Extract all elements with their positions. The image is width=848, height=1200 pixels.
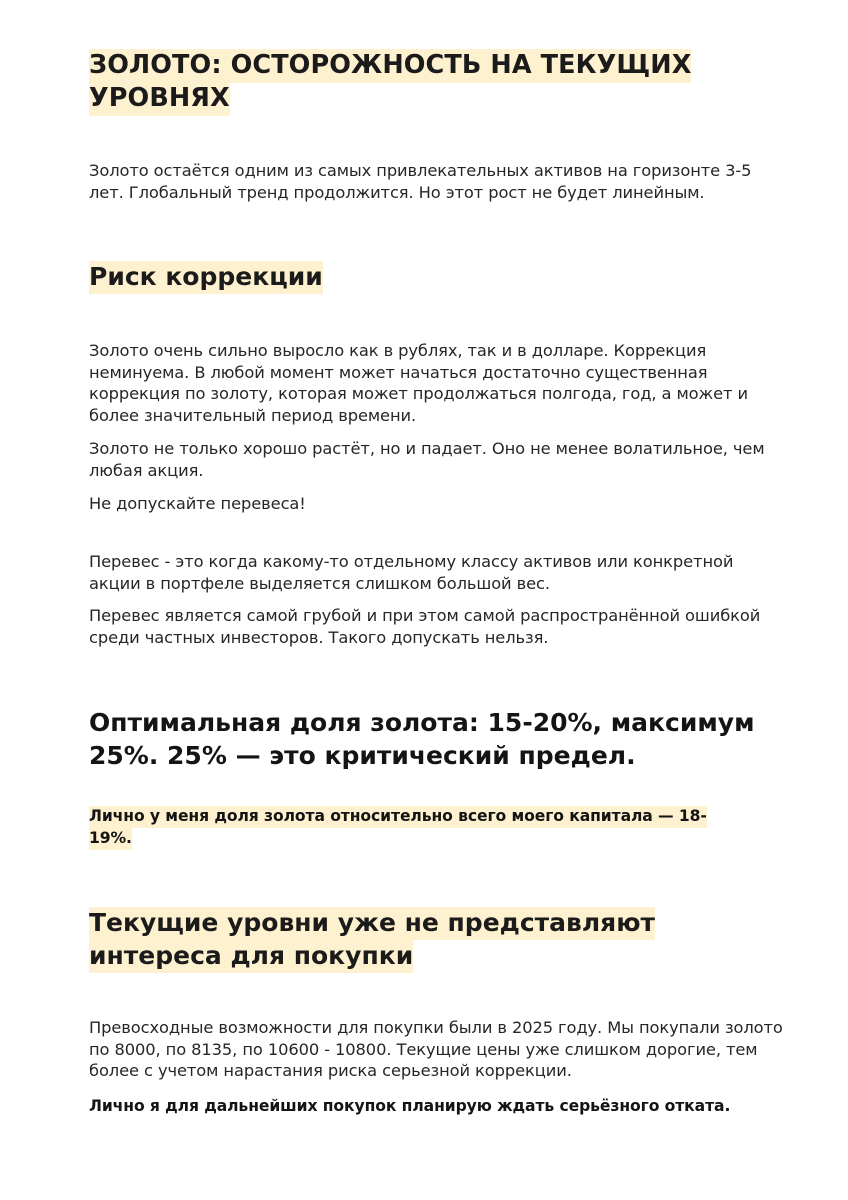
levels-paragraph-1: Превосходные возможности для покупки были в 2025 году. Мы покупали золото по 8000, по 8135, по 10600 - 10800. Текущие цены уже слишком дорогие, тем более с учетом нарастания риска серьезной коррекции. [89, 1018, 783, 1080]
risk-paragraph-5: Перевес является самой грубой и при этом самой распространённой ошибкой среди частных инвесторов. Такого допускать нельзя. [89, 606, 761, 647]
page-title [89, 49, 729, 115]
risk-heading [89, 260, 323, 293]
allocation-lead: Оптимальная доля золота: 15-20%, максимум 25%. 25% — это критический предел. [89, 708, 755, 770]
risk-heading-text: Риск коррекции [89, 261, 323, 294]
risk-paragraph-2: Золото не только хорошо растёт, но и падает. Оно не менее волатильное, чем любая акция. [89, 439, 765, 480]
page-title-text: ЗОЛОТО: ОСТОРОЖНОСТЬ НА ТЕКУЩИХ УРОВНЯХ [89, 49, 691, 116]
levels-heading [89, 906, 709, 972]
risk-paragraph-1: Золото очень сильно выросло как в рублях, так и в долларе. Коррекция неминуема. В любой момент может начаться достаточно существенная коррекция по золоту, которая может продолжаться полгода, год, а может и более значительный период времени. [89, 341, 748, 425]
intro-paragraph: Золото остаётся одним из самых привлекательных активов на горизонте 3-5 лет. Глобальный тренд продолжится. Но этот рост не будет линейным. [89, 161, 752, 202]
levels-heading-text: Текущие уровни уже не представляют интереса для покупки [89, 907, 655, 973]
personal-allocation [89, 806, 749, 849]
personal-allocation-text: Лично у меня доля золота относительно всего моего капитала — 18-19%. [89, 806, 707, 850]
risk-paragraph-3: Не допускайте перевеса! [89, 494, 306, 513]
levels-paragraph-2: Лично я для дальнейших покупок планирую ждать серьёзного отката. [89, 1097, 731, 1115]
risk-paragraph-4: Перевес - это когда какому-то отдельному классу активов или конкретной акции в портфеле выделяется слишком большой вес. [89, 552, 734, 593]
